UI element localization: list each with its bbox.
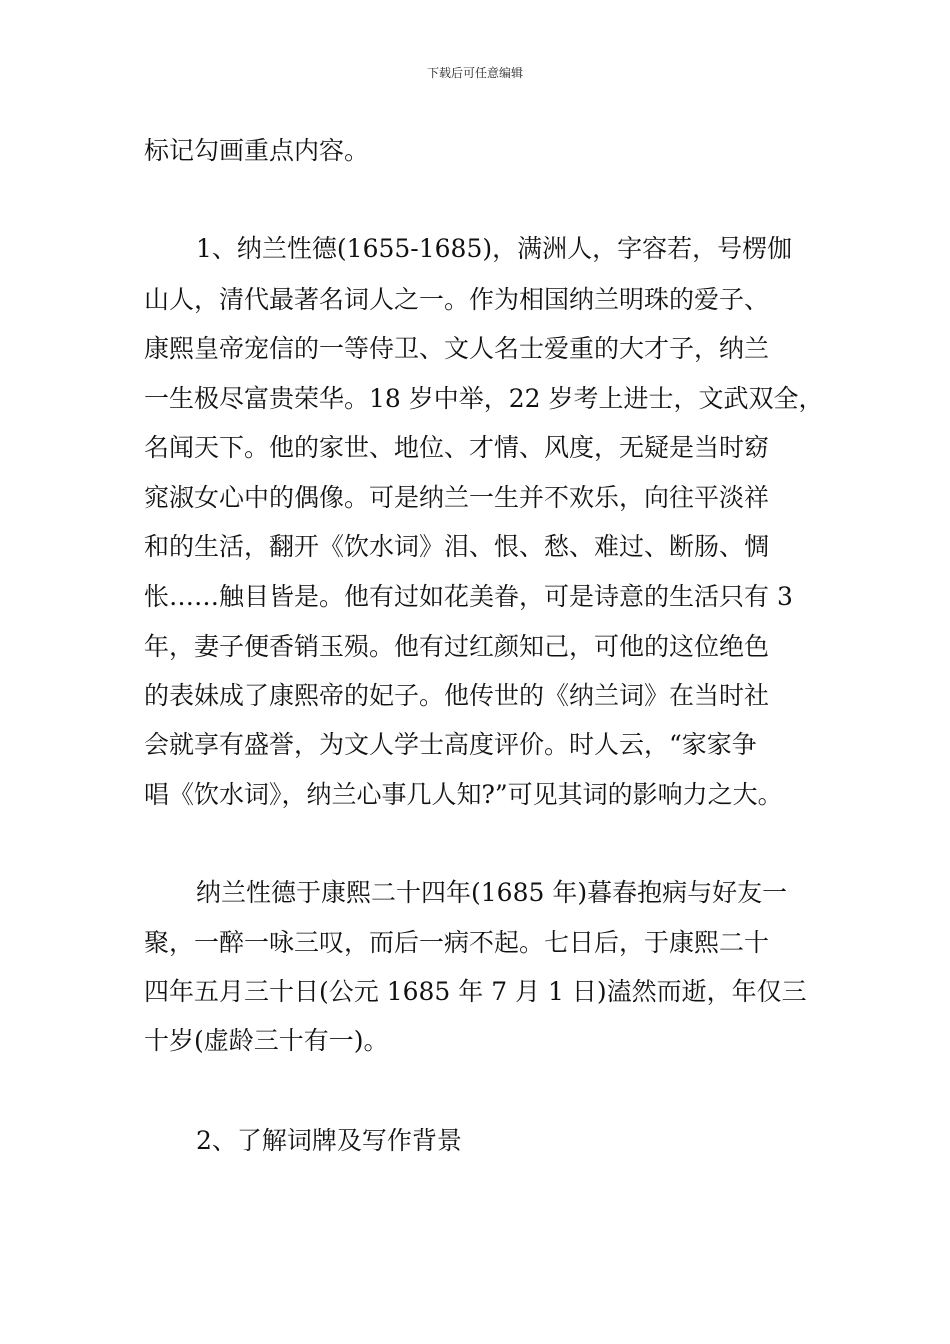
section-heading: 2、了解词牌及写作背景	[196, 1126, 462, 1155]
text-line: 会就享有盛誉，为文人学士高度评价。时人云，“家家争	[144, 730, 757, 759]
text-line: 和的生活，翻开《饮水词》泪、恨、愁、难过、断肠、惆	[144, 532, 770, 561]
page-header: 下载后可任意编辑	[426, 66, 523, 80]
paragraph-1-first-line: 1、纳兰性德(1655-1685)，满洲人，字容若，号楞伽	[196, 234, 793, 263]
text-line: 聚，一醉一咏三叹，而后一病不起。七日后，于康熙二十	[144, 928, 770, 957]
text-line: 十岁(虚龄三十有一)。	[144, 1026, 389, 1055]
text-line: 一生极尽富贵荣华。18 岁中举，22 岁考上进士，文武双全，	[144, 384, 824, 413]
text-line: 四年五月三十日(公元 1685 年 7 月 1 日)溘然而逝，年仅三	[144, 977, 807, 1006]
text-line: 的表妹成了康熙帝的妃子。他传世的《纳兰词》在当时社	[144, 681, 770, 710]
text-line: 怅……触目皆是。他有过如花美眷，可是诗意的生活只有 3	[144, 582, 793, 611]
text-line: 年，妻子便香销玉殒。他有过红颜知己，可他的这位绝色	[144, 632, 770, 661]
text-line: 名闻天下。他的家世、地位、才情、风度，无疑是当时窈	[144, 433, 770, 462]
paragraph-2-first-line: 纳兰性德于康熙二十四年(1685 年)暮春抱病与好友一	[196, 878, 788, 907]
text-line: 康熙皇帝宠信的一等侍卫、文人名士爱重的大才子，纳兰	[144, 334, 770, 363]
text-line: 标记勾画重点内容。	[144, 136, 370, 165]
text-line: 窕淑女心中的偶像。可是纳兰一生并不欢乐，向往平淡祥	[144, 483, 770, 512]
text-line: 山人，清代最著名词人之一。作为相国纳兰明珠的爱子、	[144, 285, 770, 314]
text-line: 唱《饮水词》，纳兰心事几人知?”可见其词的影响力之大。	[144, 780, 783, 809]
